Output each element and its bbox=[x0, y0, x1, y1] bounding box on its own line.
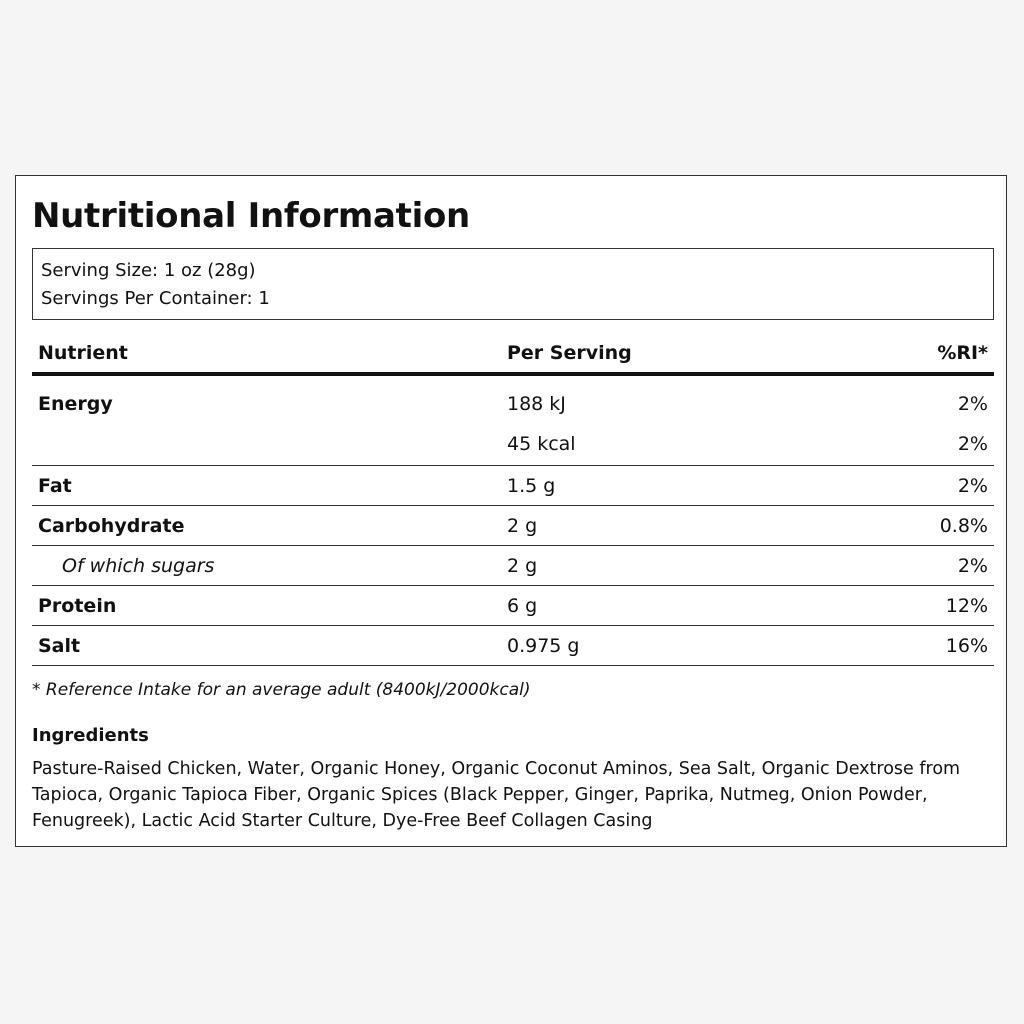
serving-size: Serving Size: 1 oz (28g) bbox=[41, 260, 256, 281]
energy-kcal-ri: 2% bbox=[957, 433, 988, 455]
table-row-sugars bbox=[32, 546, 994, 586]
table-row-energy bbox=[32, 376, 994, 466]
nutrient-value: 1.5 g bbox=[507, 475, 556, 497]
nutrient-value: 0.975 g bbox=[507, 635, 580, 657]
nutrient-value: 6 g bbox=[507, 595, 538, 617]
serving-info-box bbox=[32, 248, 994, 320]
header-nutrient: Nutrient bbox=[38, 342, 128, 364]
nutrient-name: Fat bbox=[38, 475, 72, 497]
energy-kj-ri: 2% bbox=[957, 393, 988, 415]
header-ri: %RI* bbox=[937, 342, 988, 364]
nutrient-name: Of which sugars bbox=[62, 555, 215, 577]
nutrient-value: 2 g bbox=[507, 555, 538, 577]
energy-kcal: 45 kcal bbox=[507, 433, 576, 455]
nutrient-ri: 12% bbox=[945, 595, 988, 617]
label-title: Nutritional Information bbox=[32, 196, 470, 236]
energy-kj: 188 kJ bbox=[507, 393, 566, 415]
nutrient-name: Salt bbox=[38, 635, 81, 657]
table-row-fat bbox=[32, 466, 994, 506]
table-header bbox=[32, 334, 994, 376]
reference-intake-footnote: * Reference Intake for an average adult (8400kJ/2000kcal) bbox=[32, 680, 531, 700]
nutrient-ri: 2% bbox=[957, 555, 988, 577]
nutrition-label bbox=[15, 175, 1007, 847]
table-row-salt bbox=[32, 626, 994, 666]
nutrient-ri: 16% bbox=[945, 635, 988, 657]
ingredients-title: Ingredients bbox=[32, 725, 149, 746]
nutrient-ri: 2% bbox=[957, 475, 988, 497]
servings-per-container: Servings Per Container: 1 bbox=[41, 288, 270, 309]
ingredients-text: Pasture-Raised Chicken, Water, Organic Honey, Organic Coconut Aminos, Sea Salt, Organic Dextrose from Tapioca, Organic Tapioca Fiber, Organic Spices (Black Pepper, Ginger, Paprika, Nutmeg, Onion Powder, Fenugreek), Lactic Acid Starter Culture, Dye-Free Beef Collagen Casing bbox=[32, 759, 961, 831]
nutrient-value: 2 g bbox=[507, 515, 538, 537]
nutrition-table bbox=[32, 334, 994, 666]
nutrient-name: Protein bbox=[38, 595, 117, 617]
nutrient-name: Carbohydrate bbox=[38, 515, 185, 537]
energy-name: Energy bbox=[38, 393, 113, 415]
table-row-carbohydrate bbox=[32, 506, 994, 546]
nutrient-ri: 0.8% bbox=[939, 515, 988, 537]
table-row-protein bbox=[32, 586, 994, 626]
header-per-serving: Per Serving bbox=[507, 342, 632, 364]
